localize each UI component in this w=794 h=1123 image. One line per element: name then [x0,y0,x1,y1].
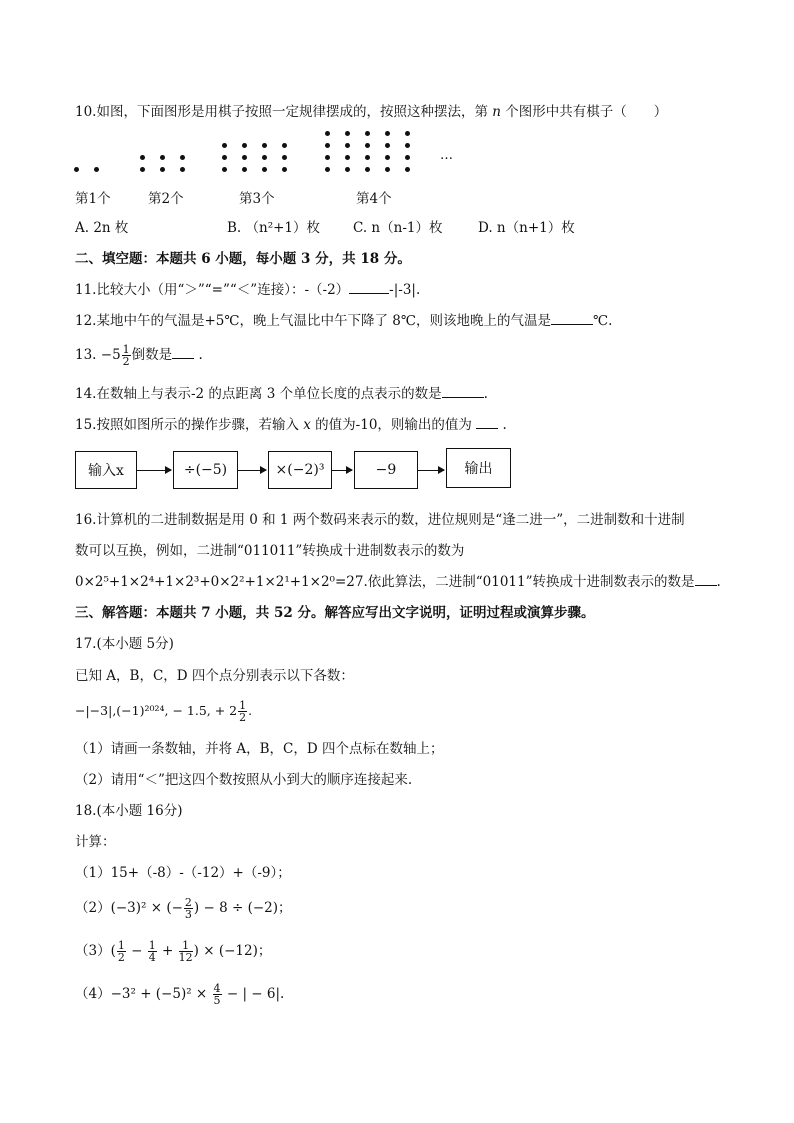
flow-box-divide: ÷(−5) [173,451,238,489]
q13: 13. −5 $\frac{1}{2}$ 倒数是 . [75,343,203,368]
chess-piece-dot [282,143,287,148]
q14-blank[interactable] [442,385,484,398]
chess-piece-dot [345,143,350,148]
chess-piece-dot [242,167,247,172]
chess-piece-dot [345,131,350,136]
arrow-icon [418,470,444,471]
flow-box-multiply: ×(−2)³ [268,451,332,489]
chess-piece-dot [282,155,287,160]
q18-intro: 计算： [75,834,116,850]
chess-piece-dot [262,167,267,172]
q11: 11.比较大小（用“＞”“=”“＜”连接）：-（-2） -|-3|. [75,282,421,298]
option-a: A. 2n 枚 [75,220,129,236]
q16-line-1: 16.计算机的二进制数据是用 0 和 1 两个数码来表示的数，进位规则是“逢二进一”，二进制数和十进制 [75,512,685,528]
q14: 14.在数轴上与表示-2 的点距离 3 个单位长度的点表示的数是 . [75,386,488,402]
chess-piece-dot [282,167,287,172]
q17-sub-2: （2）请用“＜”把这四个数按照从小到大的顺序连接起来. [75,772,413,788]
option-b: B. （n²+1）枚 [227,220,321,236]
chess-piece-dot [385,167,390,172]
arrow-icon [137,470,171,471]
chess-piece-dot [242,143,247,148]
chess-piece-dot [325,167,330,172]
chess-piece-dot [405,131,410,136]
ellipsis: … [440,148,453,163]
figure-4-label: 第4个 [356,191,392,207]
chess-piece-dot [262,143,267,148]
arrow-icon [238,470,266,471]
q18-part-3: （3）( $\frac{1}{2}$ − $\frac{1}{4}$ + $\frac{1}{12}$ ) × (−12)； [75,939,272,964]
q12: 12.某地中午的气温是+5℃，晚上气温比中午下降了 8℃，则该地晚上的气温是 ℃. [75,313,613,329]
chess-piece-dot [222,167,227,172]
chess-piece-dot [365,131,370,136]
q18-head: 18.(本小题 16分) [75,803,183,819]
chess-piece-dot [242,155,247,160]
q12-blank[interactable] [551,312,593,325]
chess-piece-dot [365,155,370,160]
q18-part-4: （4）−3² + (−5)² × $\frac{4}{5}$ − | − 6|. [75,982,285,1007]
section-2-title: 二、填空题：本题共 6 小题，每小题 3 分，共 18 分。 [75,251,411,267]
chess-piece-dot [325,155,330,160]
q15-blank[interactable] [476,416,498,429]
q16-blank[interactable] [695,573,717,586]
flow-box-input: 输入x [75,451,137,489]
chess-piece-dot [385,155,390,160]
section-3-title: 三、解答题：本题共 7 小题，共 52 分。解答应写出文字说明，证明过程或演算步骤。 [75,605,595,621]
chess-piece-dot [345,155,350,160]
chess-piece-dot [222,143,227,148]
q13-blank[interactable] [172,346,194,359]
flow-box-output: 输出 [446,448,511,488]
figure-3-label: 第3个 [239,191,275,207]
chess-piece-dot [405,143,410,148]
chess-piece-dot [405,155,410,160]
chess-piece-dot [325,143,330,148]
chess-piece-dot [365,143,370,148]
q15: 15.按照如图所示的操作步骤，若输入 x 的值为-10，则输出的值为 . [75,417,507,433]
q18-part-1: （1）15+（-8）-（-12）+（-9）； [75,865,291,881]
chess-piece-dot [222,155,227,160]
figure-1-label: 第1个 [75,191,111,207]
chess-piece-dot [325,131,330,136]
arrow-icon [332,470,352,471]
chess-piece-dot [405,167,410,172]
q11-blank[interactable] [349,281,389,294]
figure-2-label: 第2个 [148,191,184,207]
option-d: D. n（n+1）枚 [478,220,575,236]
chess-piece-dot [385,131,390,136]
q17-sub-1: （1）请画一条数轴，并将 A，B，C，D 四个点标在数轴上； [75,741,444,757]
q16-line-2: 数可以互换，例如，二进制“011011”转换成十进制数表示的数为 [75,543,465,559]
option-c: C. n（n-1）枚 [353,220,443,236]
q17-intro: 已知 A，B，C，D 四个点分别表示以下各数： [75,668,354,684]
chess-piece-dot [385,143,390,148]
q18-part-2: （2）(−3)² × (− $\frac{2}{3}$ ) − 8 ÷ (−2)； [75,896,292,921]
q17-numbers: −|−3|,(−1)²⁰²⁴, − 1.5, + 2 $\frac{1}{2}$ . [75,699,253,724]
chess-piece-dot [262,155,267,160]
chess-piece-dot [365,167,370,172]
q10-stem: 10.如图，下面图形是用棋子按照一定规律摆成的，按照这种摆法，第 n 个图形中共有棋子（ ） [75,104,668,120]
flow-box-subtract: −9 [354,451,418,489]
q17-head: 17.(本小题 5分) [75,636,174,652]
q16-line-3: 0×2⁵+1×2⁴+1×2³+0×2²+1×2¹+1×2⁰=27.依此算法，二进制“01011”转换成十进制数表示的数是 . [75,574,721,590]
chess-piece-dot [345,167,350,172]
